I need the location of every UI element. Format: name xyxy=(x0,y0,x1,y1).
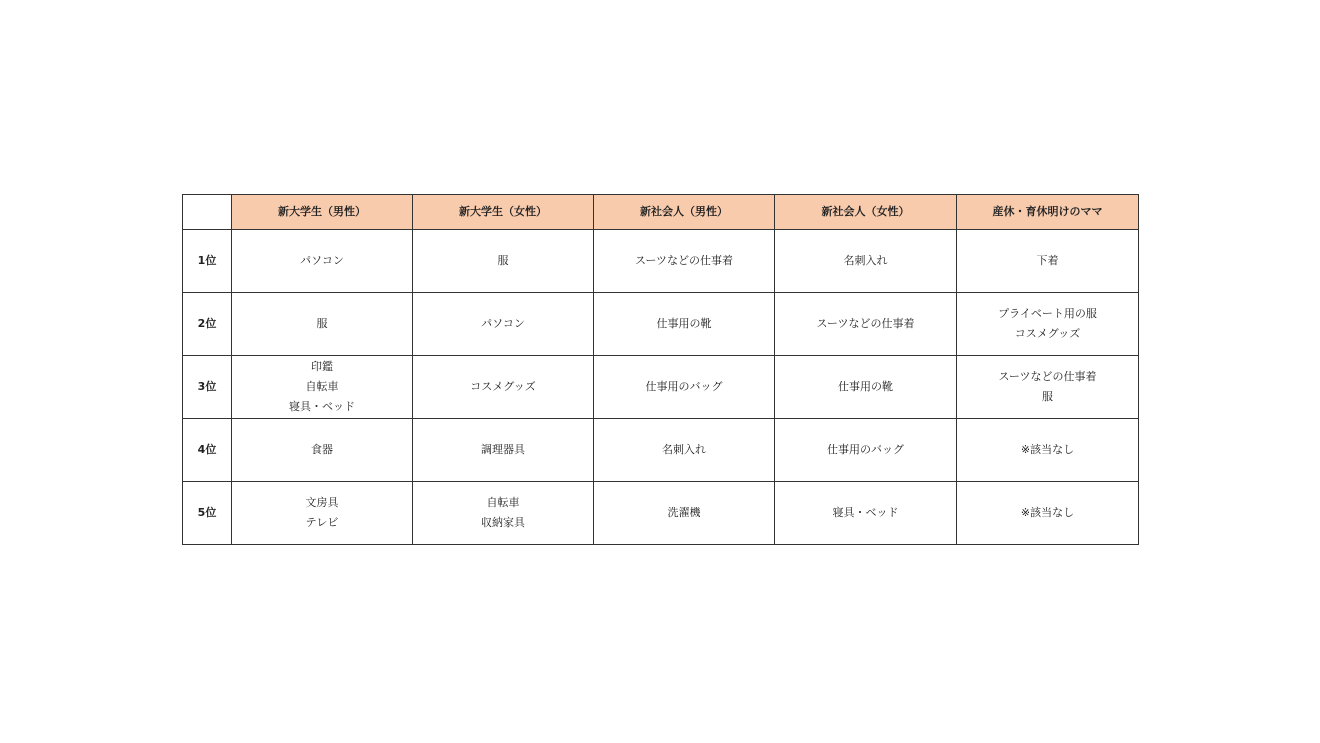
table-cell xyxy=(594,356,775,419)
table-cell xyxy=(413,482,594,545)
cell-item: ※該当なし xyxy=(1020,443,1075,456)
column-header: 新社会人（男性） xyxy=(594,195,775,230)
ranking-table xyxy=(182,194,1139,545)
table-row xyxy=(183,419,1139,482)
cell-item: テレビ xyxy=(305,516,339,529)
table-cell xyxy=(775,356,957,419)
table-cell xyxy=(957,482,1139,545)
table-cell xyxy=(232,356,413,419)
table-row xyxy=(183,230,1139,293)
column-header: 新社会人（女性） xyxy=(775,195,957,230)
rank-label: 2位 xyxy=(183,293,232,356)
table-cell xyxy=(413,419,594,482)
table-cell xyxy=(232,482,413,545)
cell-item: 収納家具 xyxy=(481,516,525,529)
cell-item: コスメグッズ xyxy=(1014,327,1081,340)
cell-item: 印鑑 xyxy=(311,360,333,373)
header-row xyxy=(183,195,1139,230)
cell-item: コスメグッズ xyxy=(470,380,536,393)
table-cell xyxy=(232,293,413,356)
table-cell xyxy=(413,293,594,356)
cell-item: 寝具・ベッド xyxy=(832,506,899,519)
table-cell xyxy=(775,293,957,356)
cell-item: 名刺入れ xyxy=(662,443,706,456)
table-cell xyxy=(957,356,1139,419)
cell-item: パソコン xyxy=(300,254,344,267)
table-row xyxy=(183,293,1139,356)
cell-item: 服 xyxy=(497,254,509,267)
rank-label: 1位 xyxy=(183,230,232,293)
cell-item: 寝具・ベッド xyxy=(289,400,355,413)
column-header: 新大学生（男性） xyxy=(232,195,413,230)
cell-item: スーツなどの仕事着 xyxy=(816,317,915,330)
table-cell xyxy=(775,419,957,482)
column-header: 新大学生（女性） xyxy=(413,195,594,230)
cell-item: 服 xyxy=(1042,390,1053,403)
cell-item: 下着 xyxy=(1036,254,1059,267)
table-row xyxy=(183,482,1139,545)
table-cell xyxy=(594,293,775,356)
table-cell xyxy=(775,230,957,293)
cell-item: 仕事用のバッグ xyxy=(827,443,904,456)
cell-item: 仕事用の靴 xyxy=(656,317,712,330)
table-cell xyxy=(232,419,413,482)
cell-item: ※該当なし xyxy=(1020,506,1075,519)
rank-label: 4位 xyxy=(183,419,232,482)
cell-item: 文房具 xyxy=(305,496,339,509)
cell-item: 名刺入れ xyxy=(843,254,888,267)
table-body xyxy=(183,230,1139,545)
corner-cell xyxy=(183,195,232,230)
table-cell xyxy=(957,419,1139,482)
table-cell xyxy=(413,356,594,419)
table-cell xyxy=(232,230,413,293)
cell-item: 仕事用のバッグ xyxy=(645,380,723,393)
table-cell xyxy=(775,482,957,545)
cell-item: 自転車 xyxy=(486,496,520,509)
table-cell xyxy=(957,293,1139,356)
cell-item: スーツなどの仕事着 xyxy=(998,370,1097,383)
cell-item: パソコン xyxy=(481,317,525,330)
cell-item: 仕事用の靴 xyxy=(838,380,893,393)
cell-item: 洗濯機 xyxy=(667,506,701,519)
table-row xyxy=(183,356,1139,419)
table-cell xyxy=(413,230,594,293)
cell-item: スーツなどの仕事着 xyxy=(634,254,733,267)
cell-item: 食器 xyxy=(311,443,333,456)
column-header: 産休・育休明けのママ xyxy=(957,195,1139,230)
table-cell xyxy=(594,230,775,293)
cell-item: 自転車 xyxy=(305,380,339,393)
cell-item: 調理器具 xyxy=(481,443,525,456)
table-cell xyxy=(594,482,775,545)
table-cell xyxy=(594,419,775,482)
rank-label: 3位 xyxy=(183,356,232,419)
cell-item: プライベート用の服 xyxy=(998,307,1097,320)
table-cell xyxy=(957,230,1139,293)
cell-item: 服 xyxy=(316,317,328,330)
rank-label: 5位 xyxy=(183,482,232,545)
